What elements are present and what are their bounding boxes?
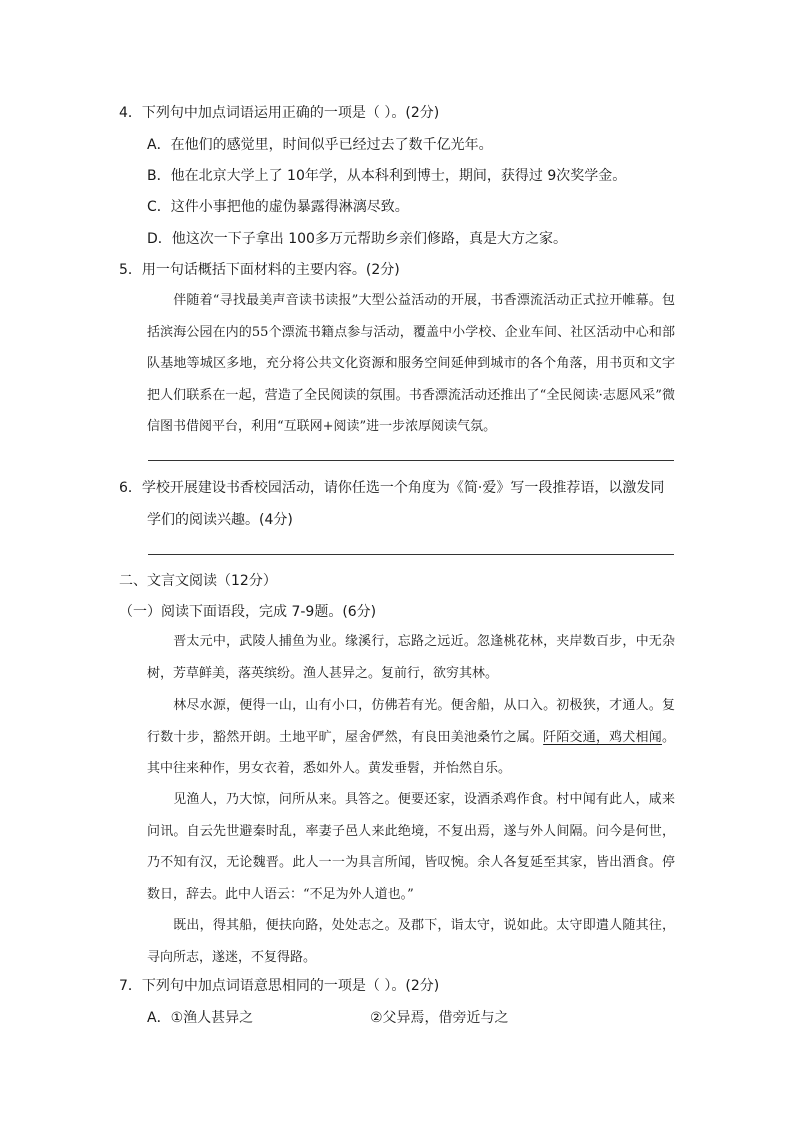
question-4-option-c: C．这件小事把他的虚伪暴露得淋漓尽致。 xyxy=(147,199,409,215)
passage-p1-text: 晋太元中，武陵人捕鱼为业。缘溪行，忘路之远近。忽逢桃花林，夹岸数百步，中无杂树，芳草鲜美，落英缤纷。渔人甚异之。复前行，欲穷其林。 xyxy=(147,634,675,681)
answer-line-q6[interactable] xyxy=(148,554,674,555)
passage-paragraph-4 xyxy=(147,910,675,973)
question-5-material xyxy=(147,285,675,443)
question-4-option-a: A．在他们的感觉里，时间似乎已经过去了数千亿光年。 xyxy=(147,137,493,153)
answer-line-q5[interactable] xyxy=(148,460,674,461)
section-2-title: 二、文言文阅读（12分） xyxy=(119,573,277,589)
question-7-option-a-part2: ②父异焉，借旁近与之 xyxy=(370,1010,509,1026)
material-text: 伴随着“寻找最美声音读书读报”大型公益活动的开展，书香漂流活动正式拉开帷幕。包括滨海公园在内的55个漂流书籍点参与活动，覆盖中小学校、企业车间、社区活动中心和部队基地等城区多地，充分将公共文化资源和服务空间延伸到城市的各个角落，用书页和文字把人们联系在一起，营造了全民阅读的氛围。书香漂流活动还推出了“全民阅读·志愿风采”微信图书借阅平台，利用“互联网+阅读”进一步浓厚阅读气氛。 xyxy=(147,293,675,434)
question-4-option-b: B．他在北京大学上了 10年学，从本科利到博士，期间，获得过 9次奖学金。 xyxy=(147,168,627,184)
question-5-stem: 5．用一句话概括下面材料的主要内容。(2分) xyxy=(119,262,400,278)
passage-paragraph-3 xyxy=(147,784,675,910)
question-6-stem-line2: 学们的阅读兴趣。(4分) xyxy=(147,512,293,528)
passage-paragraph-2 xyxy=(147,690,675,785)
passage-p3-text: 见渔人，乃大惊，问所从来。具答之。便要还家，设酒杀鸡作食。村中闻有此人，咸来问讯。自云先世避秦时乱，率妻子邑人来此绝境，不复出焉，遂与外人间隔。问今是何世，乃不知有汉，无论魏晋。此人一一为具言所闻，皆叹惋。余人各复延至其家，皆出酒食。停数日，辞去。此中人语云：“不足为外人道也。” xyxy=(147,792,675,902)
question-4-stem: 4．下列句中加点词语运用正确的一项是（ ）。(2分) xyxy=(119,105,440,121)
subsection-1-title: （一）阅读下面语段，完成 7-9题。(6分) xyxy=(119,604,377,620)
passage-p4-text: 既出，得其船，便扶向路，处处志之。及郡下，诣太守，说如此。太守即遣人随其往，寻向所志，遂迷，不复得路。 xyxy=(147,918,675,965)
passage-p2-text-after: 。其中往来种作，男女衣着，悉如外人。黄发垂髫，并怡然自乐。 xyxy=(147,729,675,776)
question-7-option-a-part1: A．①渔人甚异之 xyxy=(147,1010,254,1026)
underlined-phrase: 阡陌交通，鸡犬相闻 xyxy=(543,729,662,745)
passage-p2-text-before: 林尽水源，便得一山，山有小口，仿佛若有光。便舍船，从口入。初极狭，才通人。复行数十步，豁然开朗。土地平旷，屋舍俨然，有良田美池桑竹之属。 xyxy=(147,698,675,745)
passage-paragraph-1 xyxy=(147,626,675,689)
question-7-stem: 7．下列句中加点词语意思相同的一项是（ ）。(2分) xyxy=(119,978,440,994)
question-4-option-d: D．他这次一下子拿出 100多万元帮助乡亲们修路，真是大方之家。 xyxy=(147,231,567,247)
question-6-stem-line1: 6．学校开展建设书香校园活动，请你任选一个角度为《简·爱》写一段推荐语，以激发同 xyxy=(119,480,665,496)
